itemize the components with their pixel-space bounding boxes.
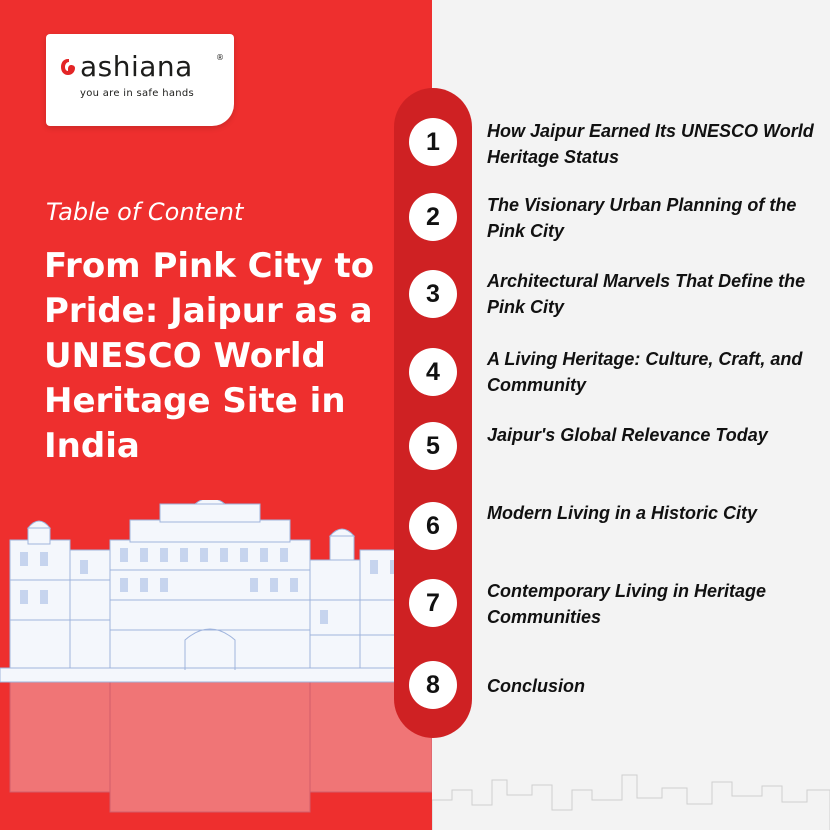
- toc-item-4[interactable]: A Living Heritage: Culture, Craft, and Community: [487, 349, 803, 395]
- toc-item-2[interactable]: The Visionary Urban Planning of the Pink City: [487, 195, 797, 241]
- toc-number-2: 2: [409, 193, 457, 241]
- toc-number-rail: [394, 88, 472, 738]
- logo-tagline: you are in safe hands: [80, 88, 195, 99]
- toc-number-5: 5: [409, 422, 457, 470]
- registered-mark: ®: [216, 53, 224, 62]
- ashiana-logo-icon: [60, 58, 76, 76]
- toc-number-8: 8: [409, 661, 457, 709]
- logo-wordmark: ashiana: [80, 50, 193, 83]
- toc-item-6[interactable]: Modern Living in a Historic City: [487, 503, 758, 523]
- toc-item-3[interactable]: Architectural Marvels That Define the Pink City: [487, 271, 806, 317]
- toc-item-5[interactable]: Jaipur's Global Relevance Today: [487, 425, 768, 445]
- toc-item-8[interactable]: Conclusion: [487, 676, 585, 696]
- page-title: From Pink City to Pride: Jaipur as a UNESCO World Heritage Site in India: [44, 246, 375, 466]
- jaipur-skyline-illustration: [0, 500, 432, 830]
- toc-number-7: 7: [409, 579, 457, 627]
- toc-number-3: 3: [409, 270, 457, 318]
- toc-number-4: 4: [409, 348, 457, 396]
- toc-number-1: 1: [409, 118, 457, 166]
- toc-item-1[interactable]: How Jaipur Earned Its UNESCO World Heritage Status: [487, 121, 814, 167]
- background-skyline-outline: [432, 760, 830, 830]
- toc-number-6: 6: [409, 502, 457, 550]
- brand-logo: [46, 34, 234, 126]
- toc-item-7[interactable]: Contemporary Living in Heritage Communities: [487, 581, 767, 627]
- toc-label: Table of Content: [46, 198, 244, 226]
